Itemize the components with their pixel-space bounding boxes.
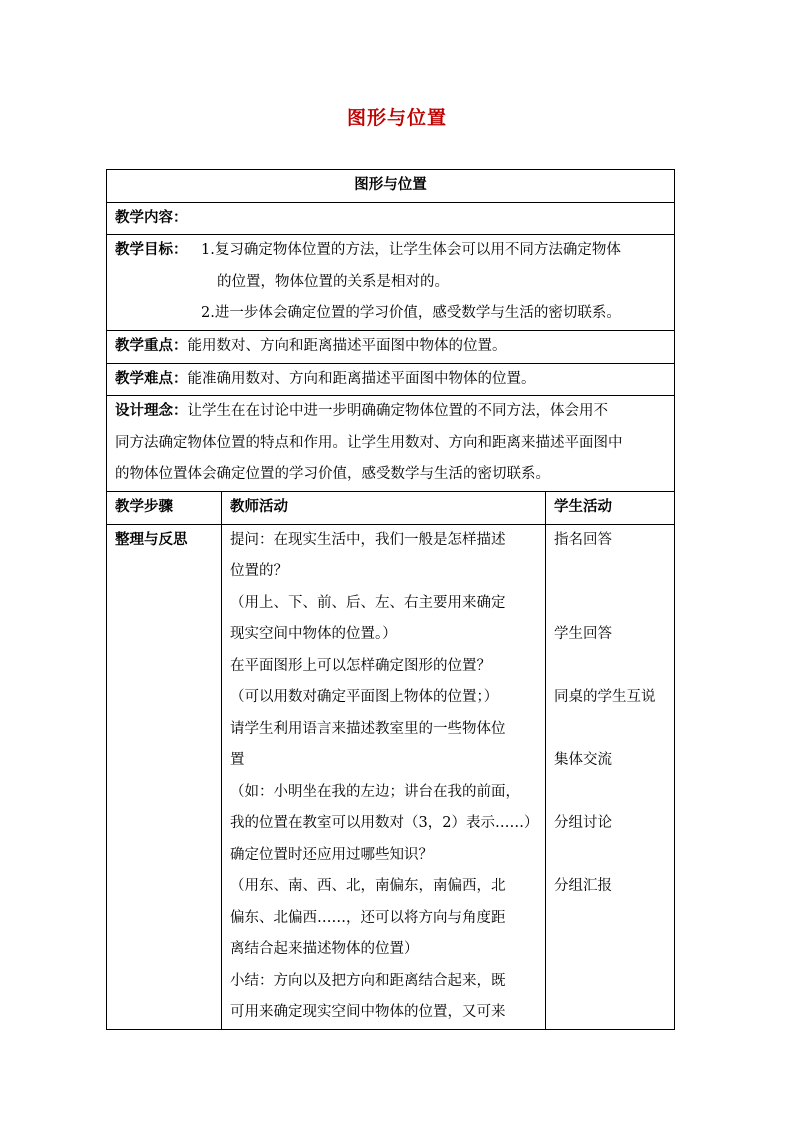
teacher-line: 位置的？ (230, 563, 288, 579)
teacher-line: 偏东、北偏西……，还可以将方向与角度距 (230, 909, 506, 926)
column-header-teacher: 教师活动 (222, 492, 546, 525)
design-line-1: 让学生在在讨论中进一步明确确定物体位置的不同方法，体会用不 (187, 403, 608, 419)
student-line: 分组讨论 (554, 815, 612, 831)
teacher-line: 可用来确定现实空间中物体的位置，又可来 (230, 1004, 506, 1020)
student-line: 分组汇报 (554, 878, 612, 894)
teacher-line: 小结：方向以及把方向和距离结合起来，既 (230, 972, 506, 989)
key-points-row (107, 331, 675, 364)
goal-1-line-1: 1.复习确定物体位置的方法，让学生体会可以用不同方法确定物体 (201, 242, 621, 258)
student-activity-cell (546, 524, 675, 1029)
difficulty-text: 能准确用数对、方向和距离描述平面图中物体的位置。 (187, 370, 536, 387)
teacher-line: 请学生利用语言来描述教室里的一些物体位 (230, 720, 506, 737)
design-row (107, 396, 675, 492)
lesson-plan-table (106, 169, 675, 1030)
content-row (107, 202, 675, 235)
key-points-label: 教学重点： (115, 338, 188, 354)
student-line (554, 840, 666, 872)
student-line: 指名回答 (554, 531, 612, 548)
content-label: 教学内容： (115, 209, 188, 226)
teacher-line: （用东、南、西、北，南偏东，南偏西，北 (230, 878, 506, 894)
goals-label: 教学目标： (115, 242, 188, 258)
design-label: 设计理念： (115, 403, 188, 419)
teacher-line: 离结合起来描述物体的位置） (230, 941, 419, 957)
key-points-text: 能用数对、方向和距离描述平面图中物体的位置。 (187, 338, 507, 354)
design-line-3: 的物体位置体会确定位置的学习价值，感受数学与生活的密切联系。 (115, 466, 550, 482)
difficulty-row (107, 363, 675, 396)
design-line-2: 同方法确定物体位置的特点和作用。让学生用数对、方向和距离来描述平面图中 (115, 434, 623, 451)
column-header-student: 学生活动 (546, 492, 675, 525)
difficulty-label: 教学难点： (115, 370, 188, 387)
goal-2: 2.进一步体会确定位置的学习价值，感受数学与生活的密切联系。 (201, 305, 621, 321)
teacher-line: 置 (230, 752, 245, 768)
column-header-steps: 教学步骤 (107, 492, 222, 525)
teacher-line: （用上、下、前、后、左、右主要用来确定 (230, 594, 506, 611)
student-line: 学生回答 (554, 626, 612, 642)
student-line: 同桌的学生互说 (554, 689, 656, 705)
teacher-line: 现实空间中物体的位置。） (230, 626, 397, 642)
student-line (554, 714, 666, 746)
goal-1-line-2: 的位置，物体位置的关系是相对的。 (217, 273, 449, 290)
teacher-line: （可以用数对确定平面图上物体的位置；） (230, 689, 499, 705)
teacher-activity-cell (222, 524, 546, 1029)
student-line (554, 588, 666, 620)
teacher-line: 提问：在现实生活中，我们一般是怎样描述 (230, 531, 506, 548)
teacher-line: （如：小明坐在我的左边；讲台在我的前面， (230, 783, 520, 800)
teacher-line: 我的位置在教室可以用数对（3，2）表示……） (230, 815, 539, 831)
student-line (554, 556, 666, 588)
goals-row (107, 235, 675, 331)
teacher-line: 确定位置时还应用过哪些知识？ (230, 846, 433, 863)
student-line (554, 651, 666, 683)
student-line (554, 777, 666, 809)
table-title: 图形与位置 (107, 170, 675, 203)
document-title: 图形与位置 (346, 107, 447, 129)
teacher-line: 在平面图形上可以怎样确定图形的位置？ (230, 657, 491, 674)
student-line: 集体交流 (554, 752, 612, 768)
step-name: 整理与反思 (107, 524, 222, 1029)
